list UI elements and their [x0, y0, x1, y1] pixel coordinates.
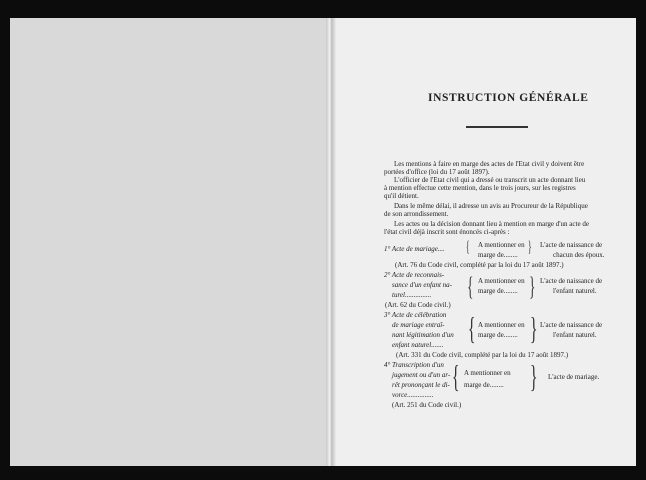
entry-target: l'enfant naturel.	[553, 331, 597, 339]
entry-label: vorce...............	[392, 391, 434, 399]
entry-label: sance d'un enfant na-	[392, 281, 453, 289]
entry-action: marge de........	[464, 381, 504, 389]
paragraph-line: qu'il détient.	[384, 192, 419, 200]
entry-reference: (Art. 76 du Code civil, complété par la loi du 17 août 1897.)	[395, 261, 564, 269]
brace: {	[451, 358, 460, 394]
entry-label: 3° Acte de célébration	[384, 311, 447, 319]
entry-target: l'enfant naturel.	[553, 287, 597, 295]
entry-label: 4° Transcription d'un	[384, 361, 444, 369]
brace: {	[467, 310, 476, 346]
paragraph-line: Les mentions à faire en marge des actes de l'Etat civil y doivent être	[394, 160, 585, 168]
entry-action: marge de........	[478, 287, 518, 295]
entry-action: A mentionner en	[478, 321, 525, 329]
entry-label: turel...............	[392, 291, 432, 299]
paragraph-line: de son arrondissement.	[384, 210, 449, 218]
entry-label: enfant naturel.......	[392, 341, 444, 349]
entry-label: de mariage entraî-	[392, 321, 445, 329]
brace: }	[527, 239, 532, 256]
brace: }	[529, 358, 538, 394]
entry-reference: (Art. 331 du Code civil, complété par la loi du 17 août 1897.)	[396, 351, 569, 359]
entry-target: chacun des époux.	[553, 251, 605, 259]
entry-action: A mentionner en	[478, 241, 525, 249]
entry-label: jugement ou d'un ar-	[392, 371, 451, 379]
entry-action: A mentionner en	[478, 277, 525, 285]
entry-label: rêt prononçant le di-	[392, 381, 450, 389]
entry-target: L'acte de naissance de	[540, 241, 603, 249]
entry-action: marge de........	[478, 251, 518, 259]
paragraph-line: portées d'office (loi du 17 août 1897).	[384, 168, 490, 176]
paragraph-line: l'état civil déjà inscrit sont énoncés ci-après :	[384, 228, 510, 236]
entry-target: L'acte de naissance de	[540, 321, 603, 329]
entry-action: marge de........	[478, 331, 518, 339]
entry-label: nant légitimation d'un	[392, 331, 454, 339]
brace: {	[467, 272, 474, 301]
paragraph-line: Les actes ou la décision donnant lieu à mention en marge d'un acte de	[394, 220, 589, 228]
entry-reference: (Art. 62 du Code civil.)	[385, 301, 451, 309]
entry-action: A mentionner en	[464, 369, 511, 377]
page-title: INSTRUCTION GÉNÉRALE	[428, 92, 589, 104]
entry-label: 1° Acte de mariage....	[384, 245, 445, 253]
paragraph-line: à mention effectue cette mention, dans le trois jours, sur les registres	[384, 184, 576, 192]
title-rule	[466, 126, 528, 128]
brace: {	[465, 239, 470, 256]
entry-target: L'acte de naissance de	[540, 277, 603, 285]
paragraph-line: L'officier de l'Etat civil qui a dressé ou transcrit un acte donnant lieu	[394, 176, 586, 184]
book-gutter	[326, 18, 336, 466]
brace: }	[529, 310, 538, 346]
entry-reference: (Art. 251 du Code civil.)	[392, 401, 462, 409]
entry-target: L'acte de mariage.	[548, 373, 600, 381]
brace: }	[529, 272, 536, 301]
entry-label: 2° Acte de reconnais-	[384, 271, 445, 279]
blank-left-page	[10, 18, 326, 466]
paragraph-line: Dans le même délai, il adresse un avis au Procureur de la République	[394, 202, 588, 210]
